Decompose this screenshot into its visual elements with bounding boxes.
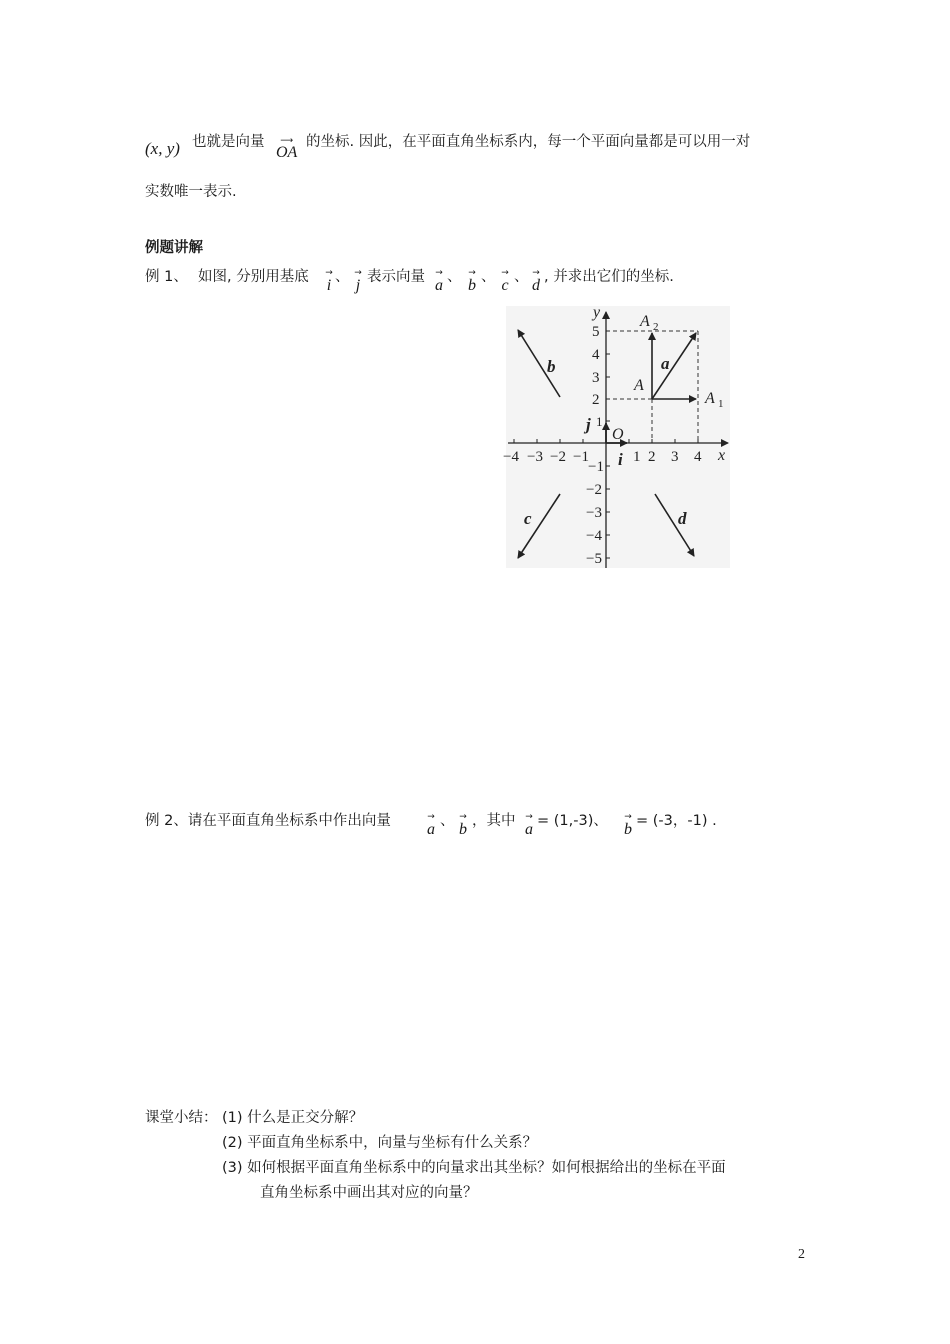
coord-pair: (x, y) xyxy=(145,139,180,158)
x-axis-label: x xyxy=(718,447,726,464)
example1-sep-3: 、 xyxy=(481,269,496,285)
y-tick-label: −1 xyxy=(588,459,604,475)
summary-label: 课堂小结： xyxy=(145,1110,218,1126)
example2-prefix: 例 2、请在平面直角坐标系中作出向量 xyxy=(145,813,391,829)
page-number: 2 xyxy=(798,1247,805,1262)
x-tick-label: −3 xyxy=(527,449,543,465)
x-tick-label: −2 xyxy=(550,449,566,465)
y-tick-label: 4 xyxy=(592,347,600,363)
example1-sep-4: 、 xyxy=(514,269,529,285)
vector-a-label: a xyxy=(661,354,670,373)
y-axis-label: y xyxy=(593,304,601,321)
example2-vector-b: → b xyxy=(459,812,467,838)
example2-mid: ，其中 xyxy=(472,813,516,829)
point-A1-label: A xyxy=(705,390,715,407)
y-tick-label: 1 xyxy=(596,414,603,429)
example2-vector-a: → a xyxy=(427,812,435,838)
vector-b: → b xyxy=(468,268,476,294)
vector-OA: ⟶ OA xyxy=(276,136,298,161)
unit-j-label: j xyxy=(586,415,591,434)
example2-value-a: = (1,-3)、 xyxy=(537,813,608,829)
point-A2-label: A xyxy=(640,313,650,330)
origin-label: O xyxy=(612,426,624,443)
x-tick-label: 1 xyxy=(633,449,641,465)
example1-text-b: 表示向量 xyxy=(367,269,425,285)
y-tick-label: −3 xyxy=(586,505,602,521)
vector-b-label: b xyxy=(547,357,556,376)
example1-text-a: 如图, 分别用基底 xyxy=(198,269,309,285)
example2-value-b: = (-3，-1) . xyxy=(636,813,717,829)
example1-sep-1: 、 xyxy=(335,269,350,285)
point-A1-subscript: 1 xyxy=(718,398,724,410)
vector-d: → d xyxy=(532,268,540,294)
example1-prefix: 例 1、 xyxy=(145,269,188,285)
y-tick-label: 5 xyxy=(592,324,600,340)
example2-sep: 、 xyxy=(440,813,455,829)
section-heading: 例题讲解 xyxy=(145,240,203,256)
y-tick-label: 3 xyxy=(592,370,600,386)
vector-d-label: d xyxy=(678,509,687,528)
basis-j: → j xyxy=(354,268,362,294)
point-A2-subscript: 2 xyxy=(653,321,659,333)
vector-c: → c xyxy=(501,268,509,294)
summary-question-1: (1) 什么是正交分解？ xyxy=(222,1110,364,1126)
x-tick-label: −1 xyxy=(573,449,589,465)
x-tick-label: 2 xyxy=(648,449,656,465)
x-tick-label: 4 xyxy=(694,449,702,465)
example2-vector-b-value-symbol: → b xyxy=(624,812,632,838)
vector-figure xyxy=(500,300,736,572)
y-tick-label: 2 xyxy=(592,392,600,408)
basis-i: → i xyxy=(325,268,333,294)
unit-i-label: i xyxy=(618,450,623,469)
summary-question-3: (3) 如何根据平面直角坐标系中的向量求出其坐标？如何根据给出的坐标在平面 xyxy=(222,1160,726,1176)
y-tick-label: −4 xyxy=(586,528,602,544)
example1-sep-2: 、 xyxy=(447,269,462,285)
point-A-label: A xyxy=(634,377,644,394)
y-tick-label: −5 xyxy=(586,551,602,567)
summary-question-2: (2) 平面直角坐标系中，向量与坐标有什么关系？ xyxy=(222,1135,538,1151)
y-tick-label: −2 xyxy=(586,482,602,498)
intro-text-1: 也就是向量 xyxy=(192,134,265,150)
intro-line-2: 实数唯一表示. xyxy=(145,184,237,200)
x-tick-label: −4 xyxy=(503,449,519,465)
x-tick-label: 3 xyxy=(671,449,679,465)
vector-c-label: c xyxy=(524,509,532,528)
example2-vector-a-value-symbol: → a xyxy=(525,812,533,838)
example1-text-c: , 并求出它们的坐标. xyxy=(544,269,674,285)
vector-a: → a xyxy=(435,268,443,294)
summary-question-3-continued: 直角坐标系中画出其对应的向量？ xyxy=(260,1185,478,1201)
intro-text-2: 的坐标. 因此，在平面直角坐标系内，每一个平面向量都是可以用一对 xyxy=(306,134,751,150)
